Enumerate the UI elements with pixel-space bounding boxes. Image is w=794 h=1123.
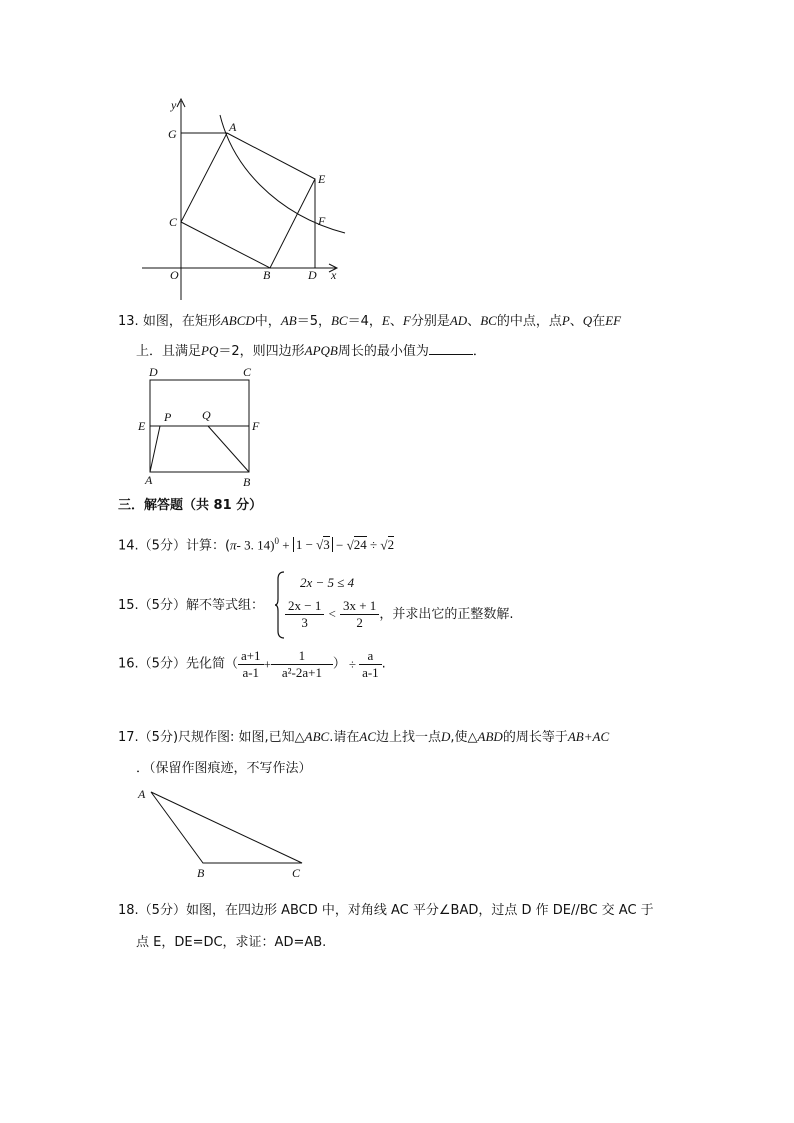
- question-13-line-1: [118, 312, 621, 331]
- answer-blank[interactable]: [429, 342, 473, 355]
- q13-var: BC: [480, 313, 497, 328]
- q17-text: 边上找一点: [376, 730, 442, 745]
- label-e: E: [138, 419, 146, 433]
- fraction-numerator: a: [359, 648, 382, 665]
- label-b: B: [263, 268, 271, 282]
- figure-12-coordinate-diagram: [130, 95, 360, 305]
- q14-absolute-value: [293, 537, 333, 552]
- label-c: C: [243, 365, 252, 379]
- label-b: B: [243, 475, 251, 489]
- q14-radicand: 3: [323, 537, 330, 553]
- q13-text: 、: [569, 314, 583, 329]
- q13-rect-name: ABCD: [220, 313, 255, 328]
- label-a: A: [145, 473, 153, 487]
- question-18-line-1: 18.（5分）如图，在四边形 ABCD 中，对角线 AC 平分∠BAD，过点 D 作 DE//BC 交 AC 于: [118, 903, 654, 918]
- q13-text: 中，: [254, 314, 281, 329]
- q13-text: ＝4，: [347, 314, 382, 329]
- q13-text: 周长的最小值为: [337, 344, 429, 359]
- q13-var: PQ: [201, 343, 219, 358]
- q13-text: ＝2，则四边形: [218, 344, 305, 359]
- q14-pi: π: [230, 537, 237, 553]
- label-x: x: [331, 268, 337, 282]
- q17-text: 17.（5分)尺规作图: 如图,已知△: [118, 730, 305, 745]
- q13-number: 13.: [118, 314, 139, 329]
- label-d: D: [149, 365, 158, 379]
- question-17-line-1: [118, 728, 609, 747]
- fraction-1: [285, 598, 324, 631]
- q13-text: 的中点，点: [496, 314, 562, 329]
- q13-text: 如图，在矩形: [142, 314, 221, 329]
- q13-text: ．: [472, 344, 486, 359]
- label-c: C: [292, 866, 301, 880]
- q13-text: 在: [592, 314, 606, 329]
- fraction-a: [238, 648, 264, 681]
- question-15-prefix: 15.（5分）解不等式组：: [118, 598, 264, 613]
- q14-text: - 3. 14): [236, 537, 275, 553]
- q17-var: ABC: [304, 729, 330, 744]
- fraction-numerator: 2x − 1: [285, 598, 324, 615]
- less-than: <: [328, 606, 336, 621]
- question-16: [118, 648, 386, 681]
- q17-var: AC: [359, 729, 376, 744]
- triangle-abc: [151, 792, 302, 863]
- q13-var: Q: [582, 313, 593, 328]
- figure-17-triangle-diagram: [130, 782, 320, 882]
- q13-text: ＝5，: [296, 314, 331, 329]
- label-f: F: [318, 214, 326, 228]
- q13-var: P: [561, 313, 570, 328]
- q15-suffix: ，并求出它的正整数解.: [379, 607, 514, 622]
- plus: +: [263, 656, 271, 672]
- q13-var: APQB: [304, 343, 338, 358]
- q16-text: 16.（5分）先化简（: [118, 656, 238, 672]
- q17-text: 的周长等于: [502, 730, 568, 745]
- q14-exponent: 0: [274, 536, 279, 546]
- q14-radicand: 2: [387, 537, 395, 553]
- q13-var: BC: [330, 313, 348, 328]
- q17-text: .请在: [329, 730, 360, 745]
- q14-op: +: [278, 537, 293, 553]
- label-f: F: [252, 419, 260, 433]
- label-b: B: [197, 866, 205, 880]
- question-17-line-2: ．（保留作图痕迹，不写作法）: [136, 761, 312, 776]
- question-13-line-2: [136, 342, 486, 361]
- section-3-title: 三．解答题（共 81 分）: [118, 498, 263, 513]
- inequality-1: 2x − 5 ≤ 4: [300, 575, 355, 590]
- fraction-denominator: 2: [356, 615, 363, 630]
- label-c: C: [169, 215, 178, 229]
- fraction-b: [271, 648, 333, 681]
- hyperbola-curve: [220, 115, 345, 233]
- q14-radicand: 24: [353, 537, 367, 553]
- label-a: A: [138, 787, 146, 801]
- fraction-denominator: a-1: [242, 665, 260, 680]
- figure-13-rectangle-diagram: [135, 363, 265, 490]
- fraction-2: [340, 598, 379, 631]
- q14-text: 14.（5分）计算：(: [118, 538, 231, 554]
- fraction-denominator: 3: [301, 615, 308, 630]
- label-g: G: [168, 127, 177, 141]
- q16-text: .: [381, 656, 386, 672]
- question-18-line-2: 点 E，DE=DC，求证：AD=AB.: [136, 935, 327, 950]
- label-d: D: [308, 268, 317, 282]
- divide: ÷: [348, 656, 357, 672]
- sqrt-symbol: √: [316, 537, 324, 553]
- label-p: P: [164, 410, 172, 424]
- fraction-numerator: 1: [271, 648, 333, 665]
- inequality-2: [285, 598, 513, 631]
- segment-ap: [150, 426, 160, 472]
- q13-var: E: [381, 313, 390, 328]
- fraction-c: [359, 648, 382, 681]
- q13-text: 、: [467, 314, 481, 329]
- q13-text: 、: [389, 314, 403, 329]
- label-a: A: [229, 120, 237, 134]
- label-y: y: [171, 98, 177, 112]
- label-o: O: [170, 268, 179, 282]
- q14-op: ÷: [366, 537, 381, 553]
- fraction-denominator: a-1: [362, 665, 379, 680]
- fraction-denominator: a²-2a+1: [281, 665, 322, 680]
- q13-var: AB: [280, 313, 297, 328]
- fraction-numerator: a+1: [238, 648, 264, 665]
- q14-text: 1 −: [295, 537, 317, 553]
- segment-qb: [208, 426, 249, 472]
- q13-var: AD: [449, 313, 468, 328]
- q17-var: ABD: [477, 729, 503, 744]
- fraction-numerator: 3x + 1: [340, 598, 379, 615]
- q13-var: EF: [605, 313, 622, 328]
- q17-text: ,使△: [450, 730, 478, 745]
- q13-text: 分别是: [410, 314, 450, 329]
- q13-text: 上．且满足: [136, 344, 202, 359]
- q17-var: D: [441, 729, 451, 744]
- label-e: E: [318, 172, 326, 186]
- sqrt-symbol: √: [346, 537, 354, 553]
- sqrt-symbol: √: [380, 537, 388, 553]
- q13-var: F: [402, 313, 411, 328]
- question-14: [118, 532, 394, 555]
- q16-text: ）: [332, 656, 346, 672]
- quadrilateral-acbe: [181, 133, 315, 268]
- q14-op: −: [332, 537, 347, 553]
- label-q: Q: [202, 408, 211, 422]
- q17-var: AB+AC: [567, 729, 610, 744]
